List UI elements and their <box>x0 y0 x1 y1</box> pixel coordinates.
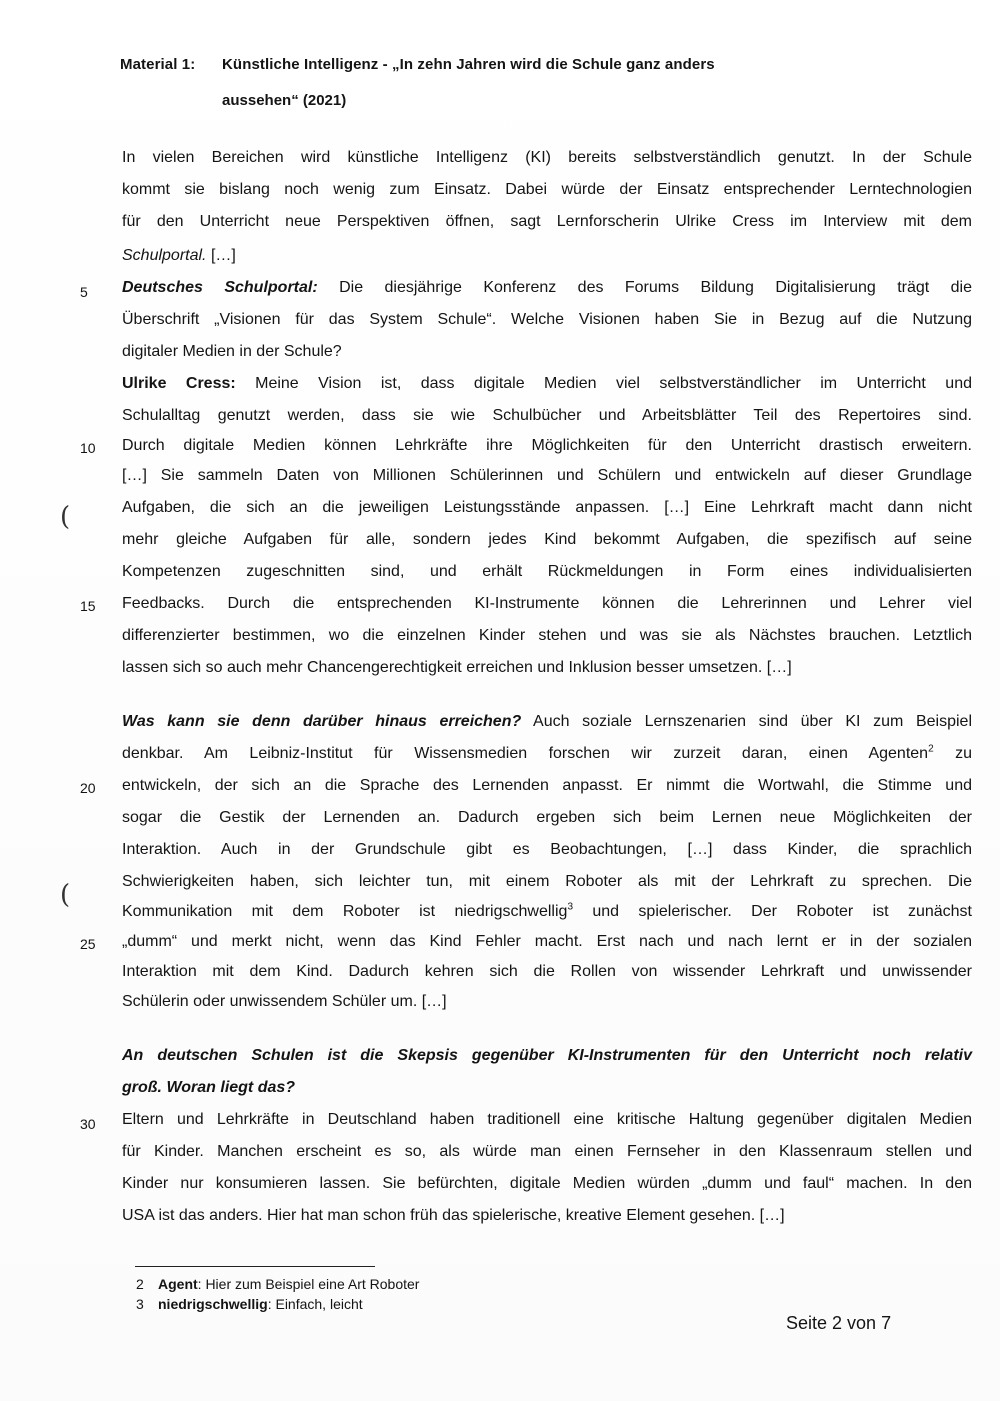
ellipsis: […] <box>206 247 236 264</box>
footnote-ref-3: 3 <box>567 901 573 913</box>
text-line-18-rest: Auch soziale Lernszenarien sind über KI zum Beispiel <box>521 713 973 730</box>
text-line-16: differenzierter bestimmen, wo die einzelnen Kinder stehen und was sie als Nächstes brauchen. Letztlich <box>122 627 972 644</box>
interview-question-2: Was kann sie denn darüber hinaus erreichen? <box>122 713 522 730</box>
material-label: Material 1: <box>120 56 196 73</box>
material-title-continuation: aussehen“ (2021) <box>222 92 347 109</box>
text-line-10: Durch digitale Medien können Lehrkräfte ihre Möglichkeiten für den Unterricht drastisch erweitern. <box>122 437 972 454</box>
footnote-number: 3 <box>136 1296 144 1312</box>
text-line-1: In vielen Bereichen wird künstliche Intelligenz (KI) bereits selbstverständlich genutzt. In der Schule <box>122 149 972 166</box>
text-line-5 <box>122 278 972 298</box>
text-line-19-post: zu <box>933 745 973 762</box>
text-line-27: Schülerin oder unwissendem Schüler um. […] <box>122 993 447 1010</box>
speaker-schulportal: Deutsches Schulportal: <box>122 279 318 296</box>
footnote-term: Agent <box>158 1276 198 1292</box>
text-line-30: Eltern und Lehrkräfte in Deutschland haben traditionell eine kritische Haltung gegenüber digitalen Medien <box>122 1111 972 1128</box>
footnote-term: niedrigschwellig <box>158 1296 268 1312</box>
text-line-2: kommt sie bislang noch wenig zum Einsatz. Dabei würde der Einsatz entsprechender Lerntechnologien <box>122 181 972 198</box>
footnote-text: : Hier zum Beispiel eine Art Roboter <box>197 1276 420 1292</box>
line-number-20: 20 <box>80 780 96 796</box>
text-line-24-post: und spielerischer. Der Roboter ist zunächst <box>573 903 973 920</box>
line-number-10: 10 <box>80 440 96 456</box>
interview-question-3: An deutschen Schulen ist die Skepsis gegenüber KI-Instrumenten für den Unterricht noch relativ <box>122 1047 972 1064</box>
text-line-31: für Kinder. Manchen erscheint es so, als würde man einen Fernseher in den Klassenraum stellen und <box>122 1143 972 1160</box>
text-line-25: „dumm“ und merkt nicht, wenn das Kind Fehler macht. Erst nach und nach lernt er in der sozialen <box>122 933 972 950</box>
text-line-5-rest: Die diesjährige Konferenz des Forums Bildung Digitalisierung trägt die <box>317 279 973 296</box>
text-line-8 <box>122 374 972 394</box>
text-line-6: Überschrift „Visionen für das System Schule“. Welche Visionen haben Sie in Bezug auf die Nutzung <box>122 311 972 328</box>
text-line-22: Interaktion. Auch in der Grundschule gibt es Beobachtungen, […] dass Kinder, die sprachlich <box>122 841 972 858</box>
line-number-25: 25 <box>80 936 96 952</box>
text-line-9: Schulalltag genutzt werden, dass sie wie Schulbücher und Arbeitsblätter Teil des Repertoires sind. <box>122 407 972 424</box>
text-line-17: lassen sich so auch mehr Chancengerechtigkeit erreichen und Inklusion besser umsetzen. […] <box>122 659 792 676</box>
text-line-4 <box>122 246 972 266</box>
text-line-19 <box>122 744 972 764</box>
source-name: Schulportal. <box>122 247 207 264</box>
material-title <box>120 56 715 73</box>
page-number: Seite 2 von 7 <box>786 1313 892 1333</box>
text-line-15: Feedbacks. Durch die entsprechenden KI-Instrumente können die Lehrerinnen und Lehrer viel <box>122 595 972 612</box>
text-line-11: […] Sie sammeln Daten von Millionen Schülerinnen und Schülern und entwickeln auf dieser Grundlage <box>122 467 972 484</box>
footnote-text: : Einfach, leicht <box>267 1296 363 1312</box>
text-line-12: Aufgaben, die sich an die jeweiligen Leistungsstände anpassen. […] Eine Lehrkraft macht dann nicht <box>122 499 972 516</box>
text-line-21: sogar die Gestik der Lernenden an. Dadurch ergeben sich beim Lernen neue Möglichkeiten der <box>122 809 972 826</box>
footnote-number: 2 <box>136 1276 144 1292</box>
line-number-5: 5 <box>80 284 88 300</box>
text-line-33: USA ist das anders. Hier hat man schon früh das spielerische, kreative Element gesehen. […] <box>122 1207 785 1224</box>
text-line-26: Interaktion mit dem Kind. Dadurch kehren sich die Rollen von wissender Lehrkraft und unwissender <box>122 963 972 980</box>
line-number-30: 30 <box>80 1116 96 1132</box>
text-line-13: mehr gleiche Aufgaben für alle, sondern jedes Kind bekommt Aufgaben, die spezifisch auf seine <box>122 531 972 548</box>
text-line-18 <box>122 712 972 732</box>
material-title-text: Künstliche Intelligenz - „In zehn Jahren wird die Schule ganz anders <box>222 56 715 73</box>
text-line-23: Schwierigkeiten haben, sich leichter tun, mit einem Roboter als mit der Lehrkraft zu sprechen. Die <box>122 873 972 890</box>
line-number-15: 15 <box>80 598 96 614</box>
text-line-24 <box>122 902 972 922</box>
punch-hole-mark: ( <box>60 502 71 532</box>
text-line-8-rest: Meine Vision ist, dass digitale Medien viel selbstverständlicher im Unterricht und <box>235 375 972 392</box>
footnote-ref-2: 2 <box>928 743 934 755</box>
text-line-7: digitaler Medien in der Schule? <box>122 343 342 360</box>
footnote-3 <box>136 1296 363 1312</box>
text-line-24-pre: Kommunikation mit dem Roboter ist niedrigschwellig <box>122 903 568 920</box>
footnote-divider <box>135 1266 375 1267</box>
text-line-32: Kinder nur konsumieren lassen. Sie befürchten, digitale Medien würden „dumm und faul“ machen. In den <box>122 1175 972 1192</box>
text-line-3: für den Unterricht neue Perspektiven öffnen, sagt Lernforscherin Ulrike Cress im Interview mit dem <box>122 213 972 230</box>
text-line-20: entwickeln, der sich an die Sprache des Lernenden anpasst. Er nimmt die Wortwahl, die Stimme und <box>122 777 972 794</box>
text-line-19-pre: denkbar. Am Leibniz-Institut für Wissensmedien forschen wir zurzeit daran, einen Agenten <box>122 745 929 762</box>
punch-hole-mark: ( <box>60 880 71 910</box>
footnote-2 <box>136 1276 419 1292</box>
text-line-14: Kompetenzen zugeschnitten sind, und erhält Rückmeldungen in Form eines individualisierten <box>122 563 972 580</box>
interview-question-3-cont: groß. Woran liegt das? <box>122 1079 296 1096</box>
speaker-cress: Ulrike Cress: <box>122 375 236 392</box>
